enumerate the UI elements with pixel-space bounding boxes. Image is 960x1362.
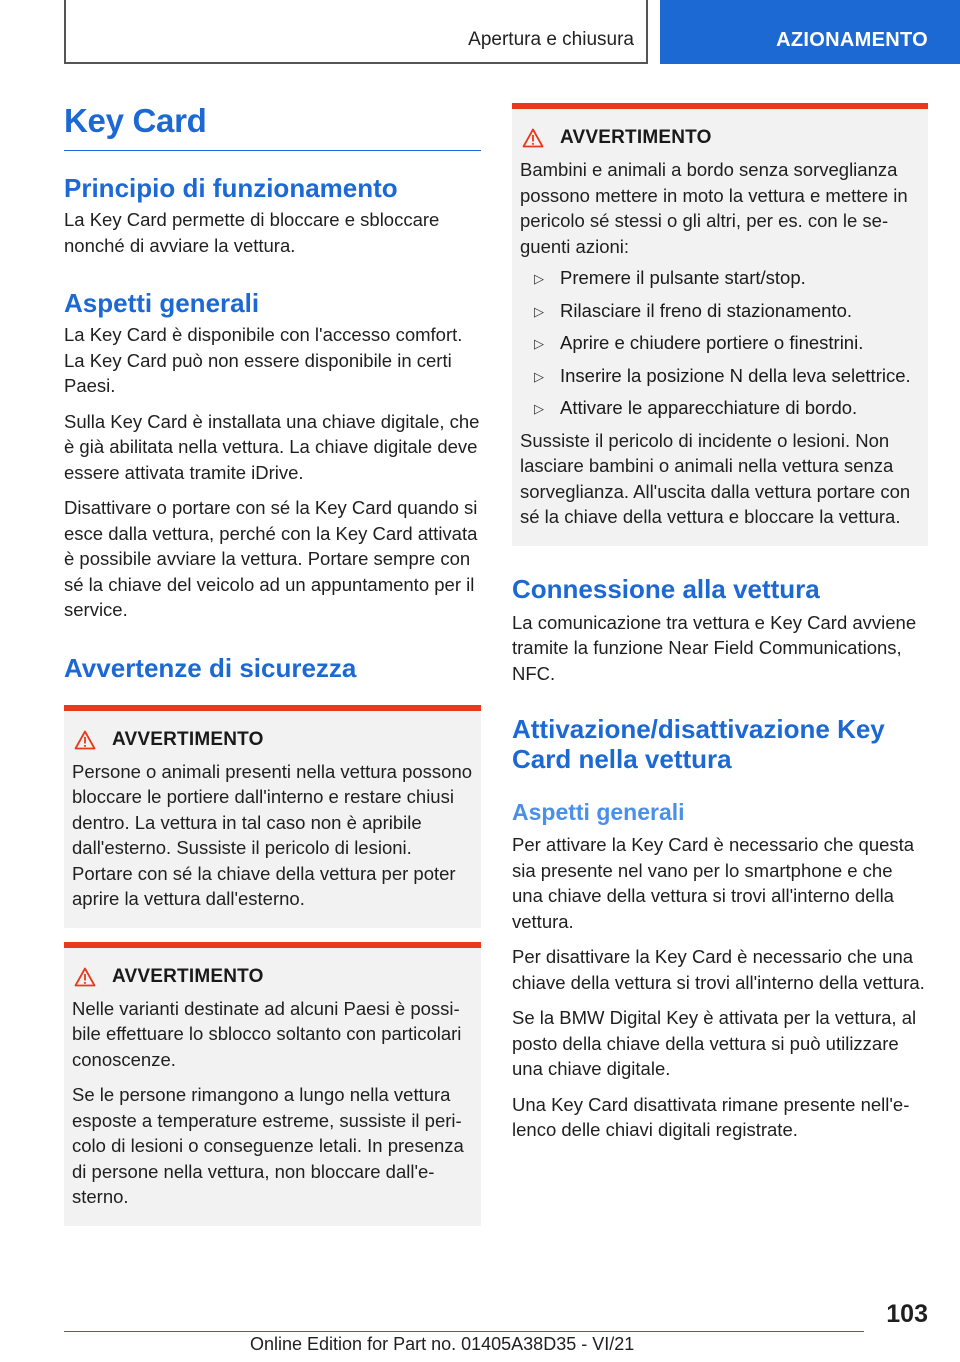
list-item: ▷ Rilasciare il freno di stazionamento. xyxy=(534,298,920,325)
warning-triangle-icon xyxy=(74,967,96,987)
header-section-label: Apertura e chiusura xyxy=(468,29,634,50)
bullet-triangle-icon: ▷ xyxy=(534,303,544,319)
list-item: ▷ Premere il pulsante start/stop. xyxy=(534,265,920,292)
warning-triangle-icon xyxy=(74,730,96,750)
general-paragraph-2: Sulla Key Card è installata una chiave digitale, che è già abilitata nella vettura. La chiave digitale deve essere attivata tramite iDrive. xyxy=(64,410,480,483)
heading-activation: Attivazione/disattivazione Key Card nella vettura xyxy=(512,714,885,774)
bullet-triangle-icon: ▷ xyxy=(534,401,544,416)
warning-3-intro: Bambini e animali a bordo senza sorveglianza possono mettere in moto la vettura e mettere in pericolo sé stessi o gli altri, per es. con le seguenti azioni: xyxy=(520,159,908,257)
warning-title: AVVERTIMENTO xyxy=(74,966,473,988)
general-paragraph-3: Disattivare o portare con sé la Key Card quando si esce dalla vettura, perché con la Key Card attivata è possibile avviare la vettura. Portare sempre con sé la chiave del veicolo ad un appuntamento per il service. xyxy=(64,497,478,620)
warning-2-paragraph-1: Nelle varianti destinate ad alcuni Paesi è possibile effettuare lo sblocco soltanto con particolari conoscenze. xyxy=(72,997,462,1070)
page-number: 103 xyxy=(886,1300,928,1328)
warning-1-text: Persone o animali presenti nella vettura possono bloccare le portiere dall'interno e restare chiusi dentro. La vettura in tal caso non è apribile dall'esterno. Sussiste il pericolo di lesioni. Portare con sé la chiave della vettura per poter aprire la vettura dall'esterno. xyxy=(72,760,473,909)
activation-paragraph-1: Per attivare la Key Card è necessario che questa sia presente nel vano per lo smartphone e che una chiave della vettura si trovi all'interno della vettura. xyxy=(512,834,915,932)
heading-general: Aspetti generali xyxy=(64,288,260,318)
header-chapter-tab xyxy=(660,0,960,64)
warning-box-3 xyxy=(512,103,928,546)
left-column xyxy=(64,100,481,1226)
heading-connection: Connessione alla vettura xyxy=(512,573,820,604)
right-column xyxy=(512,100,928,1143)
warning-box-1 xyxy=(64,705,481,928)
warning-box-2 xyxy=(64,942,481,1226)
list-item: ▷ Attivare le apparecchiature di bordo. xyxy=(534,395,920,422)
heading-principle: Principio di funzionamento xyxy=(64,173,398,203)
bullet-triangle-icon: ▷ xyxy=(534,336,544,351)
heading-safety: Avvertenze di sicurezza xyxy=(64,652,357,683)
bullet-triangle-icon: ▷ xyxy=(534,271,544,286)
header-chapter-label: AZIONAMENTO xyxy=(776,29,928,51)
warning-triangle-icon xyxy=(522,128,544,148)
warning-title: AVVERTIMENTO xyxy=(522,127,920,149)
activation-paragraph-2: Per disattivare la Key Card è necessario che una chiave della vettura si trovi all'interno della vettura. xyxy=(512,946,925,993)
edition-note: Online Edition for Part no. 01405A38D35 - VI/21 xyxy=(250,1334,635,1354)
warning-title: AVVERTIMENTO xyxy=(74,729,473,751)
list-item: ▷ Aprire e chiudere portiere o finestrini. xyxy=(534,330,920,357)
warning-2-paragraph-2: Se le persone rimangono a lungo nella vettura esposte a temperature estreme, sussiste il pericolo di lesioni o conseguenze letali. In presenza di persone nella vettura, non bloccare dall'esterno. xyxy=(72,1084,464,1207)
subheading-general: Aspetti generali xyxy=(512,799,685,825)
bullet-triangle-icon: ▷ xyxy=(534,368,544,384)
footer-divider xyxy=(64,1331,864,1332)
activation-paragraph-3: Se la BMW Digital Key è attivata per la vettura, al posto della chiave della vettura si può utilizzare una chiave digitale. xyxy=(512,1007,917,1079)
warning-3-outro: Sussiste il pericolo di incidente o lesioni. Non lasciare bambini o animali nella vettura senza sorveglianza. All'uscita dalla vettura portare con sé la chiave della vettura e bloccare la vettura. xyxy=(520,429,911,527)
general-paragraph-1: La Key Card è disponibile con l'accesso comfort. La Key Card può non essere disponibile in certi Paesi. xyxy=(64,324,463,396)
header-section-tab xyxy=(64,0,648,64)
list-item: ▷ Inserire la posizione N della leva selettrice. xyxy=(534,363,920,390)
principle-text: La Key Card permette di bloccare e sbloccare nonché di avviare la vettura. xyxy=(64,209,440,256)
connection-text: La comunicazione tra vettura e Key Card avviene tramite la funzione Near Field Communications, NFC. xyxy=(512,611,917,684)
page-title: Key Card xyxy=(64,102,481,151)
activation-paragraph-4: Una Key Card disattivata rimane presente nell'elenco delle chiavi digitali registrate. xyxy=(512,1093,910,1140)
